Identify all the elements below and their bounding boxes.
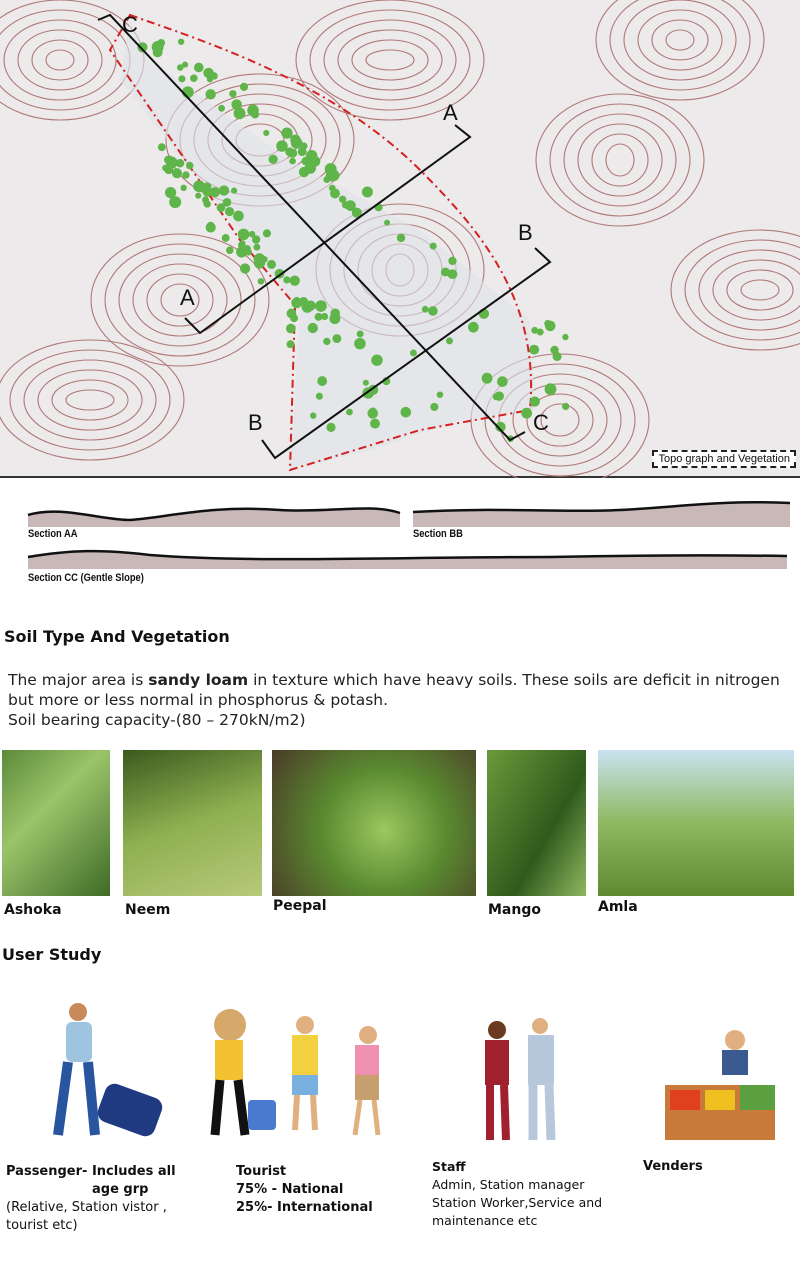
tree-mark bbox=[182, 62, 188, 68]
tree-mark bbox=[233, 211, 244, 222]
tree-mark bbox=[172, 168, 182, 178]
contour-line bbox=[624, 0, 736, 80]
tree-mark bbox=[288, 149, 297, 158]
tree-mark bbox=[545, 383, 557, 395]
contour-line bbox=[699, 250, 800, 330]
tourist-international: 25%- International bbox=[236, 1200, 373, 1215]
tree-mark bbox=[545, 321, 556, 332]
tourist-title: Tourist bbox=[236, 1164, 287, 1179]
tree-mark bbox=[290, 275, 300, 285]
tree-mark bbox=[245, 248, 252, 255]
marker-c1: C bbox=[122, 12, 138, 37]
tree-mark bbox=[238, 229, 250, 241]
section-aa-label: Section AA bbox=[28, 528, 78, 540]
tree-mark bbox=[263, 130, 269, 136]
tree-mark bbox=[317, 376, 327, 386]
tree-mark bbox=[253, 244, 260, 251]
tree-mark bbox=[299, 167, 309, 177]
tree-mark bbox=[195, 193, 201, 199]
tree-mark bbox=[447, 269, 457, 279]
contour-line bbox=[310, 10, 470, 110]
tree-mark bbox=[165, 187, 176, 198]
tree-label: Amla bbox=[598, 899, 638, 915]
tree-mark bbox=[178, 39, 184, 45]
contour-line bbox=[18, 30, 102, 90]
tree-mark bbox=[276, 140, 287, 151]
tree-mark bbox=[397, 234, 406, 243]
tree-mark bbox=[422, 306, 429, 313]
tree-mark bbox=[231, 99, 241, 109]
map-drawing bbox=[0, 0, 800, 478]
tree-mark bbox=[529, 345, 539, 355]
tree-mark bbox=[370, 419, 380, 429]
tree-mark bbox=[482, 373, 493, 384]
contour-line bbox=[727, 270, 793, 310]
contour-line bbox=[741, 280, 779, 300]
tree-mark bbox=[229, 90, 236, 97]
staff-info bbox=[432, 1158, 622, 1230]
marker-a1: A bbox=[180, 285, 195, 310]
marker-a2: A bbox=[443, 100, 458, 125]
contour-line bbox=[666, 30, 694, 50]
contour-line bbox=[24, 360, 156, 440]
tree-mark bbox=[263, 229, 271, 237]
tree-mark bbox=[530, 396, 540, 406]
marker-b2: B bbox=[518, 220, 533, 245]
tree-mark bbox=[531, 327, 538, 334]
contour-line bbox=[685, 240, 800, 340]
tree-mark bbox=[186, 162, 193, 169]
contour-line bbox=[638, 10, 722, 70]
tree-mark bbox=[321, 313, 328, 320]
tree-mark bbox=[239, 240, 246, 247]
contour-line bbox=[10, 350, 170, 450]
user-study-heading: User Study bbox=[2, 945, 102, 964]
contour-line bbox=[4, 20, 116, 100]
tree-mark bbox=[158, 143, 166, 151]
section-cc-label: Section CC (Gentle Slope) bbox=[28, 572, 144, 584]
tree-mark bbox=[367, 408, 378, 419]
passenger-info bbox=[6, 1163, 196, 1235]
ashoka-photo bbox=[2, 750, 110, 896]
tree-mark bbox=[298, 147, 307, 156]
tree-mark bbox=[223, 198, 232, 207]
tree-mark bbox=[310, 412, 316, 418]
contour-line bbox=[652, 20, 708, 60]
marker-c2: C bbox=[533, 410, 549, 435]
contour-line bbox=[38, 370, 142, 430]
tree-mark bbox=[207, 222, 214, 229]
tree-mark bbox=[291, 137, 303, 149]
tree-mark bbox=[354, 338, 366, 350]
contour-line bbox=[324, 20, 456, 100]
tree-mark bbox=[550, 346, 558, 354]
tree-mark bbox=[219, 185, 229, 195]
tree-mark bbox=[562, 403, 569, 410]
tree-mark bbox=[430, 403, 438, 411]
tree-mark bbox=[231, 188, 237, 194]
section-bb-label: Section BB bbox=[413, 528, 463, 540]
tree-mark bbox=[283, 276, 290, 283]
tree-mark bbox=[222, 234, 230, 242]
tree-mark bbox=[308, 323, 318, 333]
soil-capacity: Soil bearing capacity-(80 – 270kN/m2) bbox=[8, 711, 306, 729]
tree-mark bbox=[254, 257, 265, 268]
tree-mark bbox=[203, 200, 210, 207]
contour-line bbox=[352, 40, 428, 80]
tree-mark bbox=[497, 376, 508, 387]
tree-label: Ashoka bbox=[4, 902, 62, 918]
amla-photo bbox=[598, 750, 794, 896]
vender-illustration bbox=[665, 1030, 775, 1140]
soil-text: The major area is bbox=[8, 671, 149, 689]
tourist-illustrations bbox=[214, 1009, 379, 1135]
tree-mark bbox=[315, 300, 327, 312]
contour-line bbox=[578, 124, 662, 196]
venders-title: Venders bbox=[643, 1159, 703, 1174]
tree-mark bbox=[562, 334, 568, 340]
tree-mark bbox=[240, 83, 248, 91]
contour-line bbox=[46, 50, 74, 70]
passenger-title: Passenger- Includes all bbox=[6, 1164, 176, 1179]
tree-mark bbox=[164, 156, 172, 164]
tree-mark bbox=[428, 306, 438, 316]
tree-mark bbox=[410, 350, 417, 357]
tree-mark bbox=[401, 407, 412, 418]
venders-info bbox=[643, 1158, 703, 1176]
tree-mark bbox=[180, 185, 186, 191]
topo-vegetation-map bbox=[0, 0, 800, 478]
tree-label: Neem bbox=[125, 902, 171, 918]
passenger-detail: (Relative, Station vistor , tourist etc) bbox=[6, 1200, 167, 1233]
neem-photo bbox=[123, 750, 262, 896]
soil-heading: Soil Type And Vegetation bbox=[4, 627, 230, 646]
tree-mark bbox=[287, 309, 297, 319]
tree-mark bbox=[323, 338, 330, 345]
tree-mark bbox=[342, 202, 349, 209]
passenger-illustration bbox=[58, 1003, 165, 1139]
tree-mark bbox=[203, 182, 212, 191]
tree-mark bbox=[493, 393, 500, 400]
tree-mark bbox=[268, 155, 277, 164]
tree-mark bbox=[357, 330, 364, 337]
tree-mark bbox=[240, 263, 250, 273]
passenger-title-2: age grp bbox=[92, 1182, 149, 1197]
contour-line bbox=[550, 104, 690, 216]
tree-mark bbox=[225, 207, 234, 216]
tree-mark bbox=[152, 41, 164, 53]
contour-line bbox=[564, 114, 676, 206]
contour-line bbox=[366, 50, 414, 70]
map-label: Topo graph and Vegetation bbox=[652, 450, 796, 468]
contour-line bbox=[32, 40, 88, 80]
tree-label: Peepal bbox=[273, 898, 327, 914]
tree-mark bbox=[363, 380, 369, 386]
contour-line bbox=[592, 134, 648, 186]
tree-mark bbox=[437, 391, 444, 398]
soil-description bbox=[8, 670, 798, 730]
contour-line bbox=[713, 260, 800, 320]
tree-label: Mango bbox=[488, 902, 541, 918]
tree-mark bbox=[194, 63, 204, 73]
tree-mark bbox=[332, 334, 341, 343]
tree-mark bbox=[448, 257, 456, 265]
contour-line bbox=[66, 390, 114, 410]
mango-photo bbox=[487, 750, 586, 896]
user-illustrations bbox=[0, 990, 800, 1150]
tree-mark bbox=[178, 75, 185, 82]
tree-mark bbox=[267, 260, 276, 269]
tree-mark bbox=[190, 74, 198, 82]
marker-b1: B bbox=[248, 410, 263, 435]
tree-mark bbox=[249, 231, 256, 238]
tree-mark bbox=[446, 337, 453, 344]
tree-mark bbox=[384, 220, 390, 226]
tourist-national: 75% - National bbox=[236, 1182, 344, 1197]
contour-line bbox=[671, 230, 800, 350]
tree-mark bbox=[468, 322, 479, 333]
tree-mark bbox=[329, 185, 336, 192]
tree-mark bbox=[316, 393, 323, 400]
tree-mark bbox=[362, 186, 373, 197]
tree-mark bbox=[258, 278, 265, 285]
tourist-info bbox=[236, 1163, 373, 1217]
tree-mark bbox=[371, 355, 382, 366]
section-profiles bbox=[0, 495, 800, 575]
tree-mark bbox=[305, 300, 315, 310]
staff-detail: Admin, Station manager Station Worker,Service and maintenance etc bbox=[432, 1177, 603, 1228]
contour-line bbox=[610, 0, 750, 90]
peepal-photo bbox=[272, 750, 476, 896]
tree-mark bbox=[329, 170, 340, 181]
contour-line bbox=[52, 380, 128, 420]
tree-mark bbox=[205, 89, 215, 99]
tree-mark bbox=[430, 243, 437, 250]
contour-line bbox=[606, 144, 634, 176]
tree-mark bbox=[226, 247, 234, 255]
tree-mark bbox=[289, 158, 296, 165]
contour-line bbox=[338, 30, 442, 90]
tree-mark bbox=[521, 408, 532, 419]
tree-mark bbox=[251, 110, 259, 118]
tree-mark bbox=[286, 324, 296, 334]
contour-line bbox=[0, 10, 130, 110]
tree-mark bbox=[176, 159, 184, 167]
tree-mark bbox=[182, 171, 189, 178]
tree-mark bbox=[329, 313, 340, 324]
tree-mark bbox=[326, 423, 335, 432]
tree-mark bbox=[346, 409, 353, 416]
soil-type-bold: sandy loam bbox=[148, 671, 249, 689]
tree-mark bbox=[218, 105, 225, 112]
tree-mark bbox=[287, 340, 295, 348]
staff-illustration bbox=[485, 1018, 554, 1140]
staff-title: Staff bbox=[432, 1159, 466, 1174]
soil-text-rest: in texture which have heavy soils. These soils are deficit in nitrogen but more or less normal in phosphorus & potash. bbox=[8, 671, 780, 709]
tree-mark bbox=[291, 297, 302, 308]
tree-mark bbox=[203, 68, 213, 78]
